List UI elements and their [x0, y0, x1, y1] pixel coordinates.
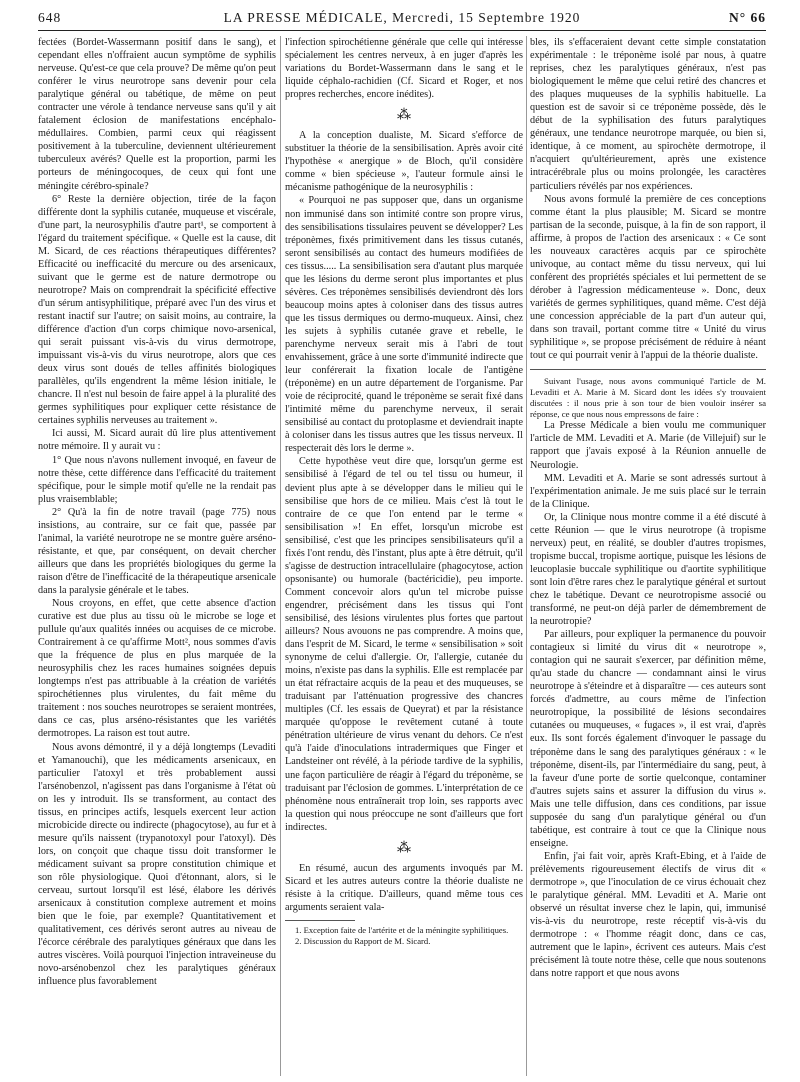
editor-note: Suivant l'usage, nous avons communiqué l'article de M. Levaditi et A. Marie à M. Sicard dont les idées s'y trouvaient discutées : il nous prie à son tour de bien vouloir insérer sa réponse, ce que nous nous empressons de faire : [530, 376, 766, 419]
paragraph: 2° Qu'à la fin de notre travail (page 775) nous insistions, au contraire, sur ce fait que, passée par l'animal, la variété neurotrope ne se montre guère arséno-résistante, et que, par conséquent, on devait chercher ailleurs que dans les propriétés biologiques du germe la raison d'être de l'inefficacité de la thérapeutique arsenicale dans la paralysie générale et le tabes. [38, 506, 276, 596]
column-divider [280, 36, 281, 1076]
paragraph: 6° Reste la dernière objection, tirée de la façon différente dont la syphilis cutanée, muqueuse et viscérale, d'une part, la neurosyphilis d'autre part¹, se comportent à l'égard du traitement spécifique. « Quelle est la cause, dit M. Sicard, de ces réactions thérapeutiques différentes? Efficacité ou inefficacité du mercure ou des arsenicaux, suivant que le germe est de nature dermotrope ou neurotrope? Mais on comprendrait la spécificité effective d'un sérum antisyphilitique, préparé avec l'un des virus et restant inactif sur l'autre; on saisit moins, au contraire, la différence d'action d'un corps chimique novo-arsenical, qui serait puissant vis-à-vis du virus dermotrope, impuissant vis-à-vis du virus neurotrope, alors que ces deux virus sont doués de telles affinités biologiques parallèles, qu'ils engendrent la même lésion initiale, le chancre. Il n'est nul besoin de faire appel à la pluralité des germes syphilitiques pour expliquer cette résistance de certaines syphilis nerveuses au traitement ». [38, 193, 276, 427]
section-stars: ⁂ [397, 108, 411, 124]
page-number: 648 [38, 10, 62, 25]
paragraph: bles, ils s'effaceraient devant cette simple constatation expérimentale : le tréponème isolé par nous, à quatre reprises, chez les paralytiques généraux, n'est pas biologiquement le même que celui retiré des chancres et des plaques muqueuses de la syphilis habituelle. La question est de savoir si ce tréponème possède, dès le début de la syphilisation des futurs paralytiques généraux, une tendance neurotrope marquée, ou bien si, identique, à ce moment, au spirochète dermotrope, il n'acquiert qu'ultérieurement, après une existence intracérébrale plus ou moins prolongée, les caractères particuliers révélés par nos expériences. [530, 37, 766, 192]
paragraph: Enfin, j'ai fait voir, après Kraft-Ebing, et à l'aide de prélèvements rigoureusement électifs de virus dit « dermotrope », que l'inoculation de ce virus échouait chez le paralytique général. MM. Levaditi et A. Marie ont observé un résultat inverse chez le lapin, qui, immunisé vis-à-vis du neurotrope, reste réceptif vis-à-vis du dermotrope : « l'homme réagit donc, dans ce cas, autrement que le lapin», écrivent ces auteurs. Mais c'est précisément là toute notre thèse, celle que nous soutenons dans notre rapport et que nous avons [530, 850, 766, 980]
paragraph: La Presse Médicale a bien voulu me communiquer l'article de MM. Levaditi et A. Marie (de Villejuif) sur le rapport que j'avais exposé à la Réunion annuelle de Neurologie. [530, 420, 766, 471]
paragraph: fectées (Bordet-Wassermann positif dans le sang), et cependant elles n'offraient aucun symptôme de syphilis nerveuse. Qu'est-ce que cela prouve? De même qu'on peut conférer le virus neurotrope sans devenir pour cela paralytique général ou tabétique, de même on peut contracter une vérole à tendance nerveuse sans qu'il y ait fatalement éclosion de manifestations encéphalo-médullaires. Combien, parmi ceux qui réagissent positivement à la tuberculine, deviennent ultérieurement tuberculeux avérés? Quelle est la proportion, parmi les porteurs de méningocoques, de ceux qui font une méningite cérébro-spinale? [38, 37, 276, 192]
footnote-rule [285, 920, 355, 921]
paragraph: Nous croyons, en effet, que cette absence d'action curative est due plus au tissu où le microbe se loge et pullule qu'aux qualités innées ou acquises de ce microbe. Contrairement à ce qu'affirme Mott², nous sommes d'avis que la fréquence de plus en plus marquée de la neurosyphilis chez les races humaines soignées depuis longtemps n'est pas attribuable à la création de variétés spirochétiennes plus virulentes, du fait même du traitement : nos souches neurotropes se seraient montrées, dans ce cas, plus arséno-résistantes que les variétés dermotropes. La raison est tout autre. [38, 598, 276, 740]
paragraph: Nous avons formulé la première de ces conceptions comme étant la plus plausible; M. Sicard se montre partisan de la seconde, puisque, à la fin de son rapport, il affirme, à propos de l'action des arsenicaux : « Ce sont les nouveaux caractères acquis par ce spirochète univoque, au contact même du tissu nerveux, qui lui confèrent des propriétés spéciales et lui permettent de se dérober à l'agression médicamenteuse ». Donc, deux variétés de germes syphilitiques, quand même. C'est déjà une concession appréciable de la part d'un auteur qui, dans son travail, portant comme titre « Unité du virus syphilitique », se propose précisément de réduire à néant tout ce qui pourrait venir à l'appui de la théorie dualiste. [530, 193, 766, 362]
column-2 [285, 36, 523, 1076]
paragraph: « Pourquoi ne pas supposer que, dans un organisme non immunisé dans son intimité contre son propre virus, des sensibilisations tissulaires peuvent se développer? Les tréponèmes, fixés primitivement dans les tissus cutanés, seront sensibilisés au contact des humeurs modifiées de ces tissus..... La sensibilisation sera d'autant plus marquée que les lésions du derme seront plus importantes et plus sévères. Ces tréponèmes sensibilisés deviendront dès lors beaucoup moins aptes à coloniser dans des tissus autres que les tissus dermiques ou dermo-muqueux. Ainsi, chez les sujets à syphilis cutanée grave et rebelle, le parenchyme nerveux serait mis à l'abri de tout envahissement, grâce à une sorte d'immunité indirecte que leur conférerait la fixation locale de l'antigène (tréponème) en un autre département de l'organisme. Par voie de réciprocité, quand le tréponème se serait fixé dans l'intimité même du parenchyme nerveux, il serait sensibilisé au contact du protoplasme et deviendrait inapte à coloniser dans les tissus autres que les tissus nerveux. Il respecterait dès lors le derme ». [285, 195, 523, 455]
paragraph: En résumé, aucun des arguments invoqués par M. Sicard et les autres auteurs contre la théorie dualiste ne résiste à la critique. D'ailleurs, quand même tous ces arguments seraient vala- [285, 862, 523, 913]
paragraph: A la conception dualiste, M. Sicard s'efforce de substituer la théorie de la sensibilisation. Après avoir cité l'hypothèse « anergique » de Bloch, qu'il considère comme « bien spécieuse », l'auteur formule ainsi le mécanisme pathogénique de la neurosyphilis : [285, 130, 523, 194]
footnote: 1. Exception faite de l'artérite et de la méningite syphilitiques. [295, 924, 509, 935]
footnote: 2. Discussion du Rapport de M. Sicard. [295, 935, 431, 946]
paragraph: Nous avons démontré, il y a déjà longtemps (Levaditi et Yamanouchi), que les médicaments arsenicaux, en particulier l'atoxyl et très probablement aussi l'arsénobenzol, n'agissent pas dans l'organisme à l'état où on les y introduit. Ils se transforment, au contact des tissus, en principes actifs, lesquels exercent leur action microbicide directe ou indirecte (phagocytose), au fur et à mesure qu'ils naissent (trypanotoxyl pour l'atoxyl). Dès lors, on conçoit que chaque tissu doit transformer le médicament suivant sa propre constitution chimique et son rôle physiologique. Quoi d'étonnant, alors, si le cerveau, surtout lorsqu'il est lésé, élabore les dérivés arsenicaux à constitution complexe autrement et moins bien que le foie, par exemple? Quantitativement et qualitativement, ces dérivés seront autres au niveau de l'écorce cérébrale des paralytiques généraux que dans les autres viscères. Voilà pourquoi l'injection intraveineuse du novo-arsénobenzol chez les paralytiques généraux influence plus favorablement [38, 741, 276, 988]
paragraph: 1° Que nous n'avons nullement invoqué, en faveur de notre thèse, cette différence dans l'efficacité du traitement spécifique, pour le simple motif qu'elle ne la rendait pas plus vraisemblable; [38, 454, 276, 505]
paragraph: l'infection spirochétienne générale que celle qui intéresse spécialement les centres nerveux, à en juger d'après les variations du Bordet-Wassermann dans le sang et le liquide céphalo-rachidien (Cf. Sicard et Roger, et nos propres recherches, encore inédites). [285, 37, 523, 101]
page-header [38, 10, 766, 28]
column-3 [530, 36, 766, 1076]
paragraph: Cette hypothèse veut dire que, lorsqu'un germe est sensibilisé à l'égard de tel ou tel tissu ou humeur, il devient plus apte à se développer dans le milieu qui le sensibilise que hors de ce milieu. Mais c'est là tout le contraire de ce que l'on entend par le terme « sensibilisation »! En effet, lorsqu'un microbe est sensibilisé, c'est que les principes sensibilisateurs qu'il a fixés l'ont rendu, dès l'instant, plus apte à être détruit, qu'il s'agisse de destruction intracellulaire (phagocytose, action opsonisante) ou humorale (bactéricidie), peu importe. Comment concevoir alors qu'un tel microbe puisse engendrer, précisément dans les tissus qui l'ont sensibilisé, des lésions virulentes plus fortes que partout ailleurs? Nous avouons ne pas comprendre. A moins que, dans l'esprit de M. Sicard, le terme « sensibilisation » soit synonyme de celui d'allergie. Or, l'allergie, cutanée du moins, n'existe pas dans la syphilis. Elle est remplacée par un état réfractaire acquis de la peau et des muqueuses, se traduisant par l'atténuation progressive des chancres multiples (Cf. les essais de Queyrat) et par la résistance marquée qu'oppose le revêtement cutané à toute pénétration ultérieure de virus venant du dehors. Ce n'est qu'à l'aide d'inoculations intradermiques que Finger et Landsteiner ont révélé, à la période tardive de la syphilis, une façon particulière de réagir à l'égard du tréponème, se traduisant par l'éclosion de gommes. L'interprétation de ce phénomène nous entraînerait trop loin, ses rapports avec la question qui nous préoccupe ne sont d'ailleurs que fort indirectes. [285, 456, 523, 833]
column-1 [38, 36, 276, 1076]
header-rule [38, 30, 766, 31]
section-rule [530, 369, 766, 370]
paragraph: Ici aussi, M. Sicard aurait dû lire plus attentivement notre mémoire. Il y aurait vu : [38, 428, 276, 453]
paragraph: MM. Levaditi et A. Marie se sont adressés surtout à l'expérimentation animale. Je me suis placé sur le terrain de la Clinique. [530, 472, 766, 510]
journal-title: LA PRESSE MÉDICALE, Mercredi, 15 Septembre 1920 [223, 10, 581, 25]
issue-number: N° 66 [728, 10, 766, 25]
paragraph: Par ailleurs, pour expliquer la permanence du pouvoir contagieux si limité du virus dit « neurotrope », contagion qui ne saurait s'exercer, par définition même, qu'au stade du chancre — condamnant ainsi le virus neurotrope à s'éteindre et à disparaître — ces auteurs sont forcés d'admettre, au cours même de l'infection neurotropique, la possibilité de lésions secondaires cutanées ou muqueuses, « fugaces », il est vrai, d'après eux. Ils sont forcés également d'invoquer le passage du tréponème dans le sang des paralytiques généraux : « le tréponème, disent-ils, par l'intermédiaire du sang, peut, à la faveur d'une porte de sortie quelconque, contaminer d'autres sujets sains et assurer la diffusion du virus ». Mais une telle diffusion, dans ces conditions, par issue supposée du sang d'un paralytique général ou d'un tabétique, est contraire à tout ce que la Clinique nous enseigne. [530, 629, 766, 849]
paragraph: Or, la Clinique nous montre comme il a été discuté à cette Réunion — que le virus neurotrope (à tropisme nerveux) peut, en réalité, se doubler d'autres tropismes, tropisme buccal, tropisme aortique, puisque les lésions de leucoplasie buccale syphilitique ou d'aortite syphilitique sont loin d'être rares chez le paralytique général et surtout chez le tabétique. Devant ce neurotropisme associé ou transformé, ne peut-on déjà parler de démembrement de la neurotropie? [530, 511, 766, 628]
section-stars: ⁂ [397, 840, 411, 856]
column-divider [526, 36, 527, 1076]
